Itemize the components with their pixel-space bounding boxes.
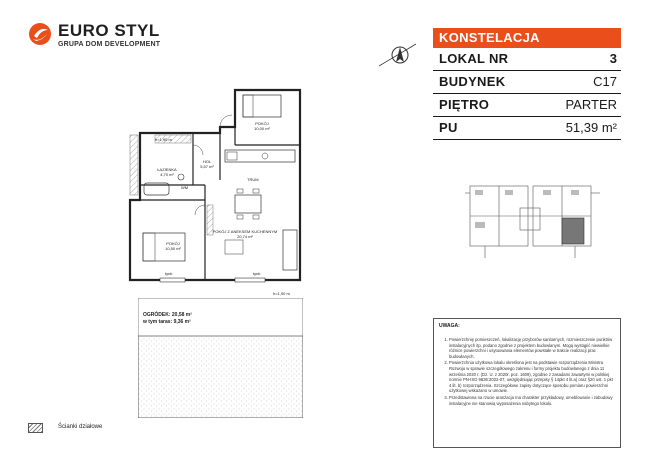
- info-row-pu: [433, 117, 621, 140]
- garden-area-label: OGRÓDEK: 20,58 m²: [143, 312, 192, 318]
- room-name-hol: HOL: [202, 159, 212, 164]
- info-value: 51,39 m²: [565, 120, 617, 135]
- room-area-hol: 5,57 m²: [200, 164, 214, 169]
- info-label: PIĘTRO: [439, 97, 490, 112]
- info-label: PU: [439, 120, 458, 135]
- window-label-2: tynk: [165, 271, 173, 276]
- partition-wall-hatch-icon: [28, 423, 43, 433]
- room-area-pokoj-1: 10,00 m²: [254, 126, 270, 131]
- info-value: C17: [593, 74, 617, 89]
- info-header: KONSTELACJA: [433, 28, 621, 48]
- room-area-lazienka: 4,70 m²: [160, 172, 174, 177]
- building-key-plan: [465, 178, 600, 270]
- room-area-salon: 20,74 m²: [237, 234, 253, 239]
- note-item: 3. Przedstawiona na rzucie aranżacja ma charakter przykładowy, umeblowanie i zabudowy instalacyjne nie stanowią wyposażenia nabytego lokalu.: [449, 395, 615, 406]
- brand-logo: [28, 20, 161, 54]
- hatch-height-label-2: h=1,90 m: [273, 291, 290, 296]
- selected-unit-highlight: [562, 218, 584, 244]
- notes-box: [433, 318, 621, 448]
- note-item: 2. Powierzchnia użytkowa lokalu określona jest na podstawie rozporządzenia Ministra Rozwoju w sprawie szczegółowego zakresu i formy projektu budowlanego z dnia 11 września 2020 r. (Dz. U. z 2020r. poz. 1609), zgodnie z zasadami zawartymi w polskiej normie PN-ISO 9836:2022-07, uwzględniając przepisy § 14pkt 4 lit.a) oraz §20 ust. 1 pkt 4 lit. b) rozporządzenia. Szczegółowe zapisy dotyczące sposobu pomiaru powierzchni użytkowej wskazano w umowie.: [449, 360, 615, 394]
- garden-info: [143, 312, 192, 326]
- euro-styl-logo-icon: [28, 22, 52, 46]
- room-name-lazienka: ŁAZIENKA: [157, 167, 177, 172]
- info-row-budynek: [433, 71, 621, 94]
- info-label: BUDYNEK: [439, 74, 506, 89]
- notes-title: UWAGA:: [439, 323, 460, 329]
- room-name-salon: POKÓJ Z ANEKSEM KUCHENNYM: [212, 229, 278, 234]
- wm-label: WM: [181, 185, 189, 190]
- room-name-pokoj-2: POKÓJ: [166, 241, 180, 246]
- floor-plan: [125, 85, 325, 300]
- note-item: 1. Powierzchnię pomieszczeń, lokalizację przyborów sanitarnych, rozmieszczenie punktów instalacyjnych itp. podano zgodnie z projektem budowlanym. Mogą wystąpić niewielkie różnice powierzchni i usytuowania elementów powstałe w trakcie realizacji prac budowlanych.: [449, 337, 615, 359]
- window-label-1: tynk: [253, 271, 261, 276]
- info-label: LOKAL NR: [439, 51, 509, 66]
- legend-label: Ścianki działowe: [58, 424, 103, 430]
- info-row-lokal: [433, 48, 621, 71]
- room-area-pokoj-2: 10,50 m²: [165, 246, 181, 251]
- info-row-pietro: [433, 94, 621, 117]
- room-name-pokoj-1: POKÓJ: [255, 121, 269, 126]
- terrace-area-label: w tym taras: 9,36 m²: [143, 319, 191, 325]
- info-value: PARTER: [565, 97, 617, 112]
- brand-subtitle: GRUPA DOM DEVELOPMENT: [58, 41, 161, 48]
- north-arrow-icon: [376, 38, 420, 72]
- apartment-info-table: [433, 28, 621, 140]
- hatch-height-label-1: h=1,90 m: [155, 137, 172, 142]
- legend: [28, 423, 148, 435]
- brand-name: EURO STYL: [58, 21, 160, 40]
- notes-list: [439, 337, 615, 406]
- info-value: 3: [609, 51, 617, 66]
- fan-label: TRUM: [247, 177, 259, 182]
